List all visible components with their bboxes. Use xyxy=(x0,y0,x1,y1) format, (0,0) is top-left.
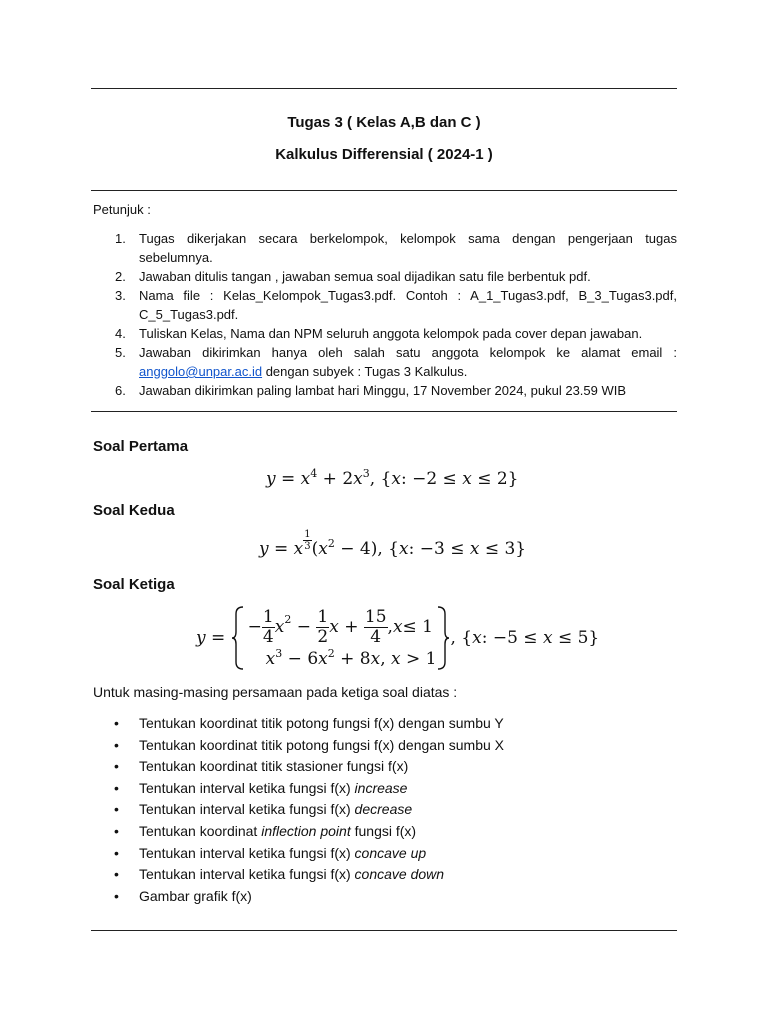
petunjuk-item-text: Tugas dikerjakan secara berkelompok, kelompok sama dengan pengerjaan tugas sebelumnya. xyxy=(139,231,677,265)
petunjuk-item-text: Jawaban ditulis tangan , jawaban semua soal dijadikan satu file berbentuk pdf. xyxy=(139,269,591,284)
document-title: Tugas 3 ( Kelas A,B dan C ) xyxy=(287,114,481,131)
soal-kedua-equation: y = x $\frac{1}{3}$ $(x^2 - 4)$, {x: −3 ≤ x ≤ 3} xyxy=(259,529,527,559)
petunjuk-item-text: Jawaban dikirimkan hanya oleh salah satu anggota kelompok ke alamat email : xyxy=(139,345,677,360)
task-text: Tentukan interval ketika fungsi f(x) xyxy=(139,779,355,796)
task-text-after: fungsi f(x) xyxy=(350,822,417,839)
petunjuk-item-text: Nama file : Kelas_Kelompok_Tugas3.pdf. Contoh : A_1_Tugas3.pdf, B_3_Tugas3.pdf, C_5_Tugas3.pdf. xyxy=(139,288,677,322)
task-text: Tentukan koordinat titik potong fungsi f(x) dengan sumbu X xyxy=(139,736,504,753)
intro-text: Untuk masing-masing persamaan pada ketiga soal diatas : xyxy=(93,684,458,700)
task-item xyxy=(93,843,504,865)
top-divider xyxy=(91,88,677,89)
petunjuk-item xyxy=(93,286,677,324)
task-emphasis: increase xyxy=(354,779,408,796)
bottom-divider xyxy=(91,930,677,931)
petunjuk-item-number: 4. xyxy=(115,326,126,341)
petunjuk-list xyxy=(93,229,677,400)
petunjuk-item xyxy=(93,381,677,400)
soal-kedua-heading: Soal Kedua xyxy=(93,502,175,519)
soal-ketiga-heading: Soal Ketiga xyxy=(93,576,175,593)
instructions-divider xyxy=(91,411,677,412)
bullet-icon: • xyxy=(114,844,119,861)
task-text: Tentukan interval ketika fungsi f(x) xyxy=(139,844,355,861)
bullet-icon: • xyxy=(114,758,119,775)
task-emphasis: decrease xyxy=(354,801,413,818)
task-emphasis: concave up xyxy=(354,844,427,861)
bullet-icon: • xyxy=(114,801,119,818)
petunjuk-item-number: 2. xyxy=(115,269,126,284)
task-item xyxy=(93,799,504,821)
petunjuk-item-text: Jawaban dikirimkan paling lambat hari Minggu, 17 November 2024, pukul 23.59 WIB xyxy=(139,383,627,398)
task-text: Tentukan interval ketika fungsi f(x) xyxy=(139,801,355,818)
petunjuk-item-number: 6. xyxy=(115,383,126,398)
task-text: Tentukan koordinat xyxy=(139,822,262,839)
task-item xyxy=(93,821,504,843)
task-text: Tentukan koordinat titik stasioner fungsi f(x) xyxy=(139,758,409,775)
bullet-icon: • xyxy=(114,887,119,904)
task-text: Tentukan interval ketika fungsi f(x) xyxy=(139,866,355,883)
task-emphasis: concave down xyxy=(354,866,445,883)
task-text: Tentukan koordinat titik potong fungsi f(x) dengan sumbu Y xyxy=(139,715,504,731)
petunjuk-item xyxy=(93,324,677,343)
petunjuk-item xyxy=(93,343,677,381)
task-item xyxy=(93,735,504,757)
task-emphasis: inflection point xyxy=(261,822,351,839)
petunjuk-item-number: 5. xyxy=(115,345,126,360)
bullet-icon: • xyxy=(114,822,119,839)
soal-pertama-heading: Soal Pertama xyxy=(93,438,189,455)
task-item xyxy=(93,778,504,800)
petunjuk-item-text-after: dengan subyek : Tugas 3 Kalkulus. xyxy=(265,364,468,379)
task-text: Gambar grafik f(x) xyxy=(139,887,252,904)
task-item xyxy=(93,864,504,886)
email-link[interactable]: anggolo@unpar.ac.id xyxy=(139,364,263,379)
petunjuk-item xyxy=(93,267,677,286)
document-subtitle: Kalkulus Differensial ( 2024-1 ) xyxy=(275,146,493,163)
soal-ketiga-equation: y = − $\frac{1}{4}$ x 2 − $\frac{1}{2}$ x + $\frac{15}{4}$ , x ≤ 1 $x^3 - 6x^2 + 8x$, x > 1 , {x: −5 ≤ x ≤ 5} xyxy=(196,606,600,669)
task-item xyxy=(93,886,504,908)
task-item xyxy=(93,756,504,778)
petunjuk-item-text: Tuliskan Kelas, Nama dan NPM seluruh anggota kelompok pada cover depan jawaban. xyxy=(139,326,643,341)
right-brace-icon xyxy=(436,606,450,670)
petunjuk-item xyxy=(93,229,677,267)
task-item xyxy=(93,713,504,735)
left-brace-icon xyxy=(231,606,245,670)
bullet-icon: • xyxy=(114,715,119,731)
petunjuk-label: Petunjuk : xyxy=(93,202,151,217)
petunjuk-item-number: 1. xyxy=(115,231,126,246)
header-divider xyxy=(91,190,677,191)
task-list xyxy=(93,713,504,907)
bullet-icon: • xyxy=(114,736,119,753)
bullet-icon: • xyxy=(114,866,119,883)
bullet-icon: • xyxy=(114,779,119,796)
petunjuk-item-number: 3. xyxy=(115,288,126,303)
soal-pertama-equation: $y = x^4 + 2x^3$, {x: −2 ≤ x ≤ 2} xyxy=(266,467,519,489)
